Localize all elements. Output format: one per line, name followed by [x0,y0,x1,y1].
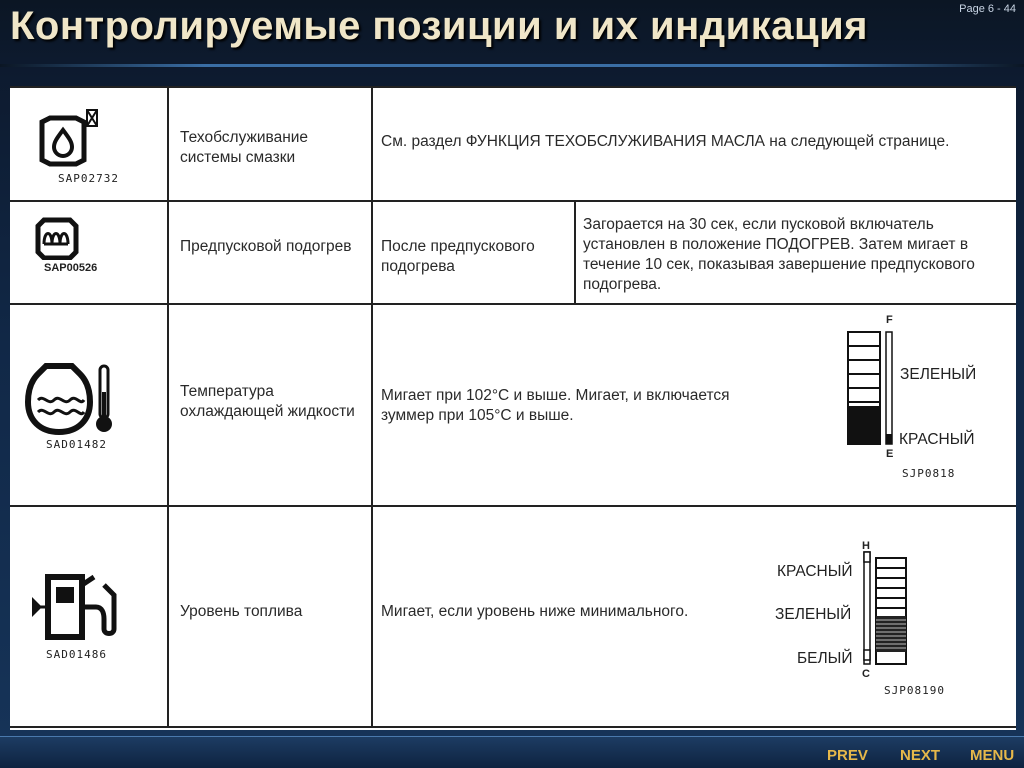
coolant-temperature-icon [24,362,116,436]
gauge-top-mark: F [886,314,893,326]
item-condition: Мигает при 102°С и выше. Мигает, и включается зуммер при 105°С и выше. [381,387,730,424]
item-name: Температура охлаждающей жидкости [180,383,355,420]
gauge-label-red: КРАСНЫЙ [899,431,975,448]
slide-title: Контролируемые позиции и их индикация [10,4,869,48]
temperature-gauge-icon [844,318,904,464]
gauge-code: SJP08190 [884,684,945,697]
navigation-bar [0,736,1024,768]
oil-maintenance-icon [36,108,102,170]
icon-code: SAP00526 [44,262,98,274]
gauge-label-white: БЕЛЫЙ [797,650,853,667]
glow-plug-icon [34,216,80,260]
gauge-label-green: ЗЕЛЕНЫЙ [900,366,977,383]
gauge-code: SJP0818 [902,467,956,480]
item-condition: Мигает, если уровень ниже минимального. [381,603,689,620]
item-name: Техобслуживание системы смазки [180,129,309,166]
item-detail: Загорается на 30 сек, если пусковой включатель установлен в положение ПОДОГРЕВ. Затем мигает в течение 10 сек, показывая завершение предпускового подогрева. [583,216,975,293]
prev-button[interactable]: PREV [827,747,868,764]
item-name: Предпусковой подогрев [180,238,352,255]
item-name: Уровень топлива [180,603,303,620]
item-condition: После предпускового подогрева [381,238,535,275]
title-divider [0,64,1024,67]
fuel-pump-icon [28,573,118,641]
icon-code: SAP02732 [58,172,119,185]
icon-code: SAD01482 [46,438,107,451]
gauge-top-mark: H [862,540,870,552]
next-button[interactable]: NEXT [900,747,941,764]
gauge-bottom-mark: C [862,668,870,680]
table-border [10,200,1016,202]
gauge-label-red: КРАСНЫЙ [777,563,853,580]
menu-button[interactable]: MENU [970,747,1015,764]
fuel-gauge-icon [862,544,910,672]
icon-code: SAD01486 [46,648,107,661]
table-border [10,86,1016,88]
item-condition: См. раздел ФУНКЦИЯ ТЕХОБСЛУЖИВАНИЯ МАСЛА на следующей странице. [381,133,950,150]
indicator-table [10,86,1016,730]
table-border [167,86,169,728]
table-border [574,200,576,304]
table-border [10,303,1016,305]
page-number: Page 6 - 44 [959,3,1016,15]
table-border [10,726,1016,728]
gauge-label-green: ЗЕЛЕНЫЙ [775,606,852,623]
gauge-bottom-mark: E [886,448,894,460]
table-border [10,505,1016,507]
table-border [371,86,373,728]
